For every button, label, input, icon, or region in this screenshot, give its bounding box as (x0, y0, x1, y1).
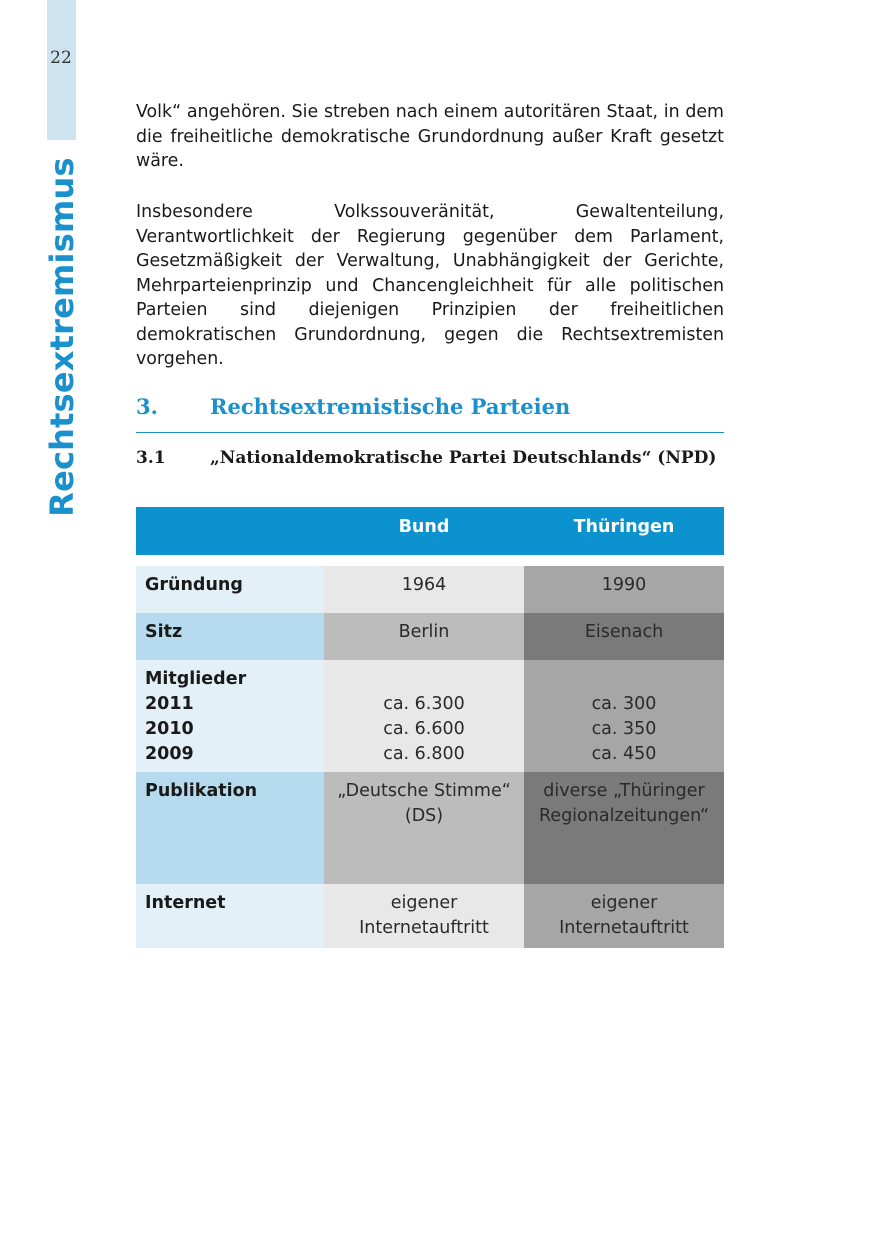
section-number: 3. (136, 394, 158, 419)
mitglieder-label: Mitglieder (145, 669, 247, 689)
row-label: Publikation (136, 772, 324, 884)
table-row-mitglieder (136, 660, 724, 772)
member-count: ca. 450 (591, 744, 657, 764)
cell-thueringen (524, 660, 724, 772)
row-label: Sitz (136, 613, 324, 660)
header-thueringen: Thüringen (573, 517, 675, 537)
cell-bund (324, 884, 524, 948)
member-count: ca. 6.300 (383, 694, 465, 714)
internet-line: Internetauftritt (359, 918, 489, 938)
subsection-number: 3.1 (136, 448, 166, 468)
internet-line: eigener (390, 893, 458, 913)
side-title-text: Rechtsextremismus (43, 157, 81, 517)
cell-thueringen: Eisenach (524, 613, 724, 660)
cell-thueringen (524, 772, 724, 884)
internet-line: eigener (590, 893, 658, 913)
paragraph-2: Insbesondere Volkssouveränität, Gewaltenteilung, Verantwortlichkeit der Regierung gegenüber dem Parlament, Gesetzmäßigkeit der Verwaltung, Unabhängigkeit der Gerichte, Mehrparteienprinzip und Chancengleichheit für alle politischen Parteien sind diejenigen Prinzipien der freiheitlichen demokratischen Grundordnung, gegen die Rechtsextremisten vorgehen. (136, 202, 724, 369)
publication-line: (DS) (404, 806, 444, 826)
year-label: 2009 (145, 744, 194, 764)
member-count: ca. 6.600 (383, 719, 465, 739)
page-number: 22 (50, 48, 72, 68)
publication-line: Regionalzeitungen“ (538, 806, 710, 826)
publication-line: diverse „Thüringer (543, 781, 705, 801)
cell-thueringen: 1990 (524, 566, 724, 613)
year-label: 2011 (145, 694, 194, 714)
cell-bund (324, 660, 524, 772)
member-count: ca. 6.800 (383, 744, 465, 764)
cell-bund: 1964 (324, 566, 524, 613)
year-label: 2010 (145, 719, 194, 739)
table-header (136, 507, 724, 555)
row-label: Internet (136, 884, 324, 948)
member-count: ca. 300 (591, 694, 657, 714)
member-count: ca. 350 (591, 719, 657, 739)
row-label: Gründung (136, 566, 324, 613)
row-label (136, 660, 324, 772)
cell-thueringen (524, 884, 724, 948)
internet-line: Internetauftritt (559, 918, 689, 938)
publication-line: „Deutsche Stimme“ (337, 781, 511, 801)
section-heading (136, 392, 724, 433)
header-bund: Bund (398, 517, 450, 537)
table-row-sitz (136, 613, 724, 660)
table-row-internet (136, 884, 724, 948)
subsection-title: „Nationaldemokratische Partei Deutschlands“ (NPD) (210, 448, 717, 468)
table-row-gruendung (136, 566, 724, 613)
page-number-strip (47, 0, 76, 140)
table-row-publikation (136, 772, 724, 884)
section-title: Rechtsextremistische Parteien (210, 394, 571, 419)
paragraph-1: Volk“ angehören. Sie streben nach einem autoritären Staat, in dem die freiheitliche demokratische Grundordnung außer Kraft gesetzt wäre. (136, 102, 724, 171)
side-title (34, 157, 90, 517)
cell-bund (324, 772, 524, 884)
cell-bund: Berlin (324, 613, 524, 660)
